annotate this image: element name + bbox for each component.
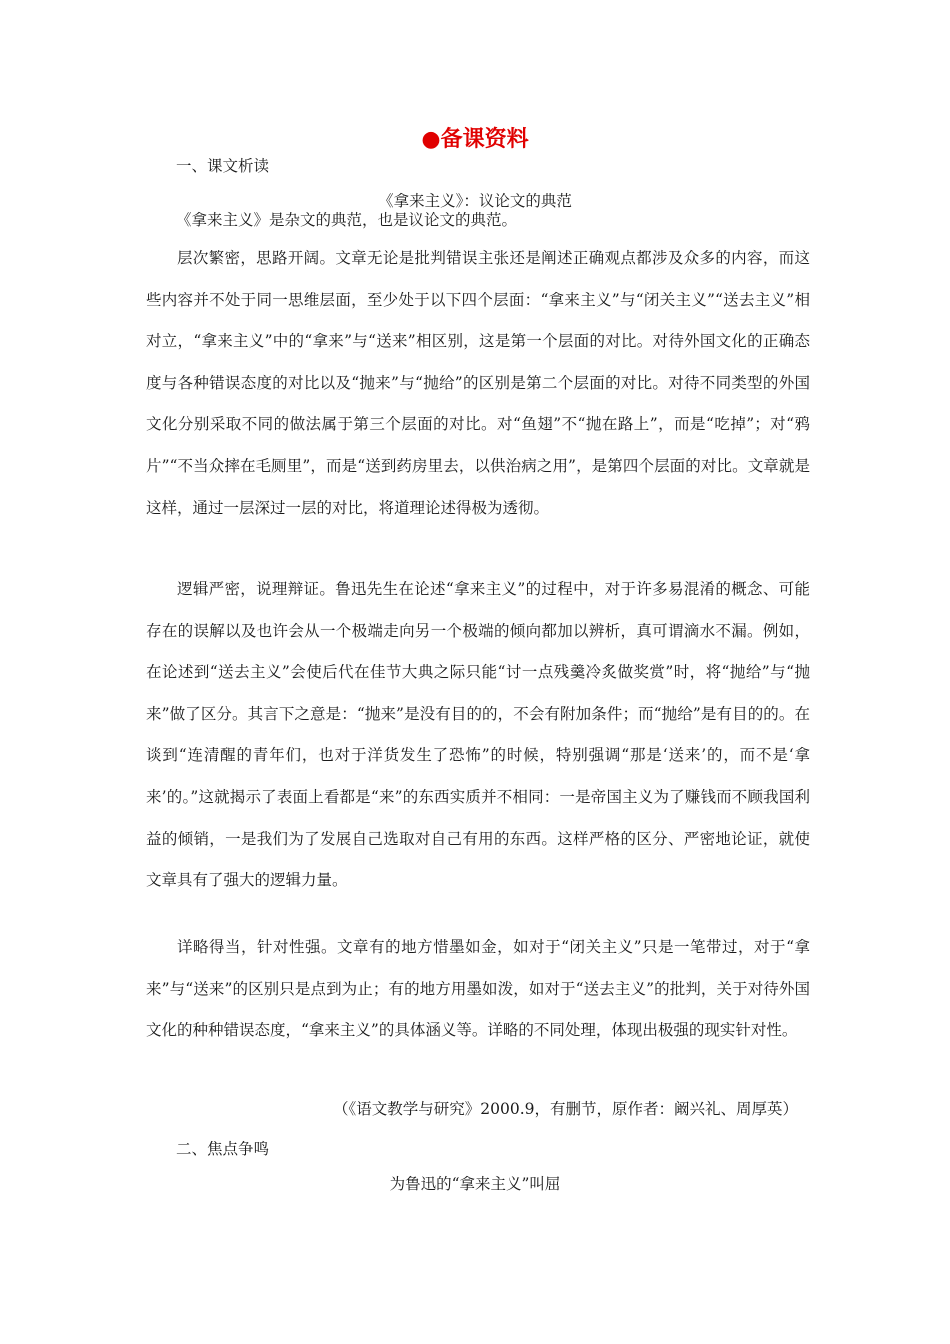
paragraph-1: 层次繁密，思路开阔。文章无论是批判错误主张还是阐述正确观点都涉及众多的内容，而这些内容并不处于同一思维层面，至少处于以下四个层面：“拿来主义”与“闭关主义”“送去主义”相对立，“拿来主义”中的“拿来”与“送来”相区别，这是第一个层面的对比。对待外国文化的正确态度与各种错误态度的对比以及“抛来”与“抛给”的区别是第二个层面的对比。对待不同类型的外国文化分别采取不同的做法属于第三个层面的对比。对“鱼翅”不“抛在路上”，而是“吃掉”；对“鸦片”“不当众摔在毛厕里”，而是“送到药房里去，以供治病之用”，是第四个层面的对比。文章就是这样，通过一层深过一层的对比，将道理论述得极为透彻。 [146, 249, 810, 517]
intro-line: 《拿来主义》是杂文的典范，也是议论文的典范。 [176, 211, 518, 229]
paragraph-2: 逻辑严密，说理辩证。鲁迅先生在论述“拿来主义”的过程中，对于许多易混淆的概念、可能存在的误解以及也许会从一个极端走向另一个极端的倾向都加以辨析，真可谓滴水不漏。例如，在论述到“送去主义”会使后代在佳节大典之际只能“讨一点残羹冷炙做奖赏”时，将“抛给”与“抛来”做了区分。其言下之意是：“抛来”是没有目的的，不会有附加条件；而“抛给”是有目的的。在谈到“连清醒的青年们，也对于洋货发生了恐怖”的时候，特别强调“那是‘送来’的，而不是‘拿来’的。”这就揭示了表面上看都是“来”的东西实质并不相同：一是帝国主义为了赚钱而不顾我国利益的倾销，一是我们为了发展自己选取对自己有用的东西。这样严格的区分、严密地论证，就使文章具有了强大的逻辑力量。 [146, 580, 810, 890]
paragraph-3: 详略得当，针对性强。文章有的地方惜墨如金，如对于“闭关主义”只是一笔带过，对于“拿来”与“送来”的区别只是点到为止；有的地方用墨如泼，如对于“送去主义”的批判，关于对待外国文化的种种错误态度，“拿来主义”的具体涵义等。详略的不同处理，体现出极强的现实针对性。 [146, 938, 810, 1040]
section-heading-2: 二、焦点争鸣 [176, 1140, 270, 1158]
section-2-title: 为鲁迅的“拿来主义”叫屈 [389, 1175, 561, 1193]
source-citation: （《语文教学与研究》2000.9，有删节，原作者：阚兴礼、周厚英） [333, 1100, 798, 1118]
section-heading-1: 一、课文析读 [176, 157, 270, 175]
page-title: ●备课资料 [421, 127, 529, 152]
article-title: 《拿来主义》：议论文的典范 [378, 192, 572, 210]
